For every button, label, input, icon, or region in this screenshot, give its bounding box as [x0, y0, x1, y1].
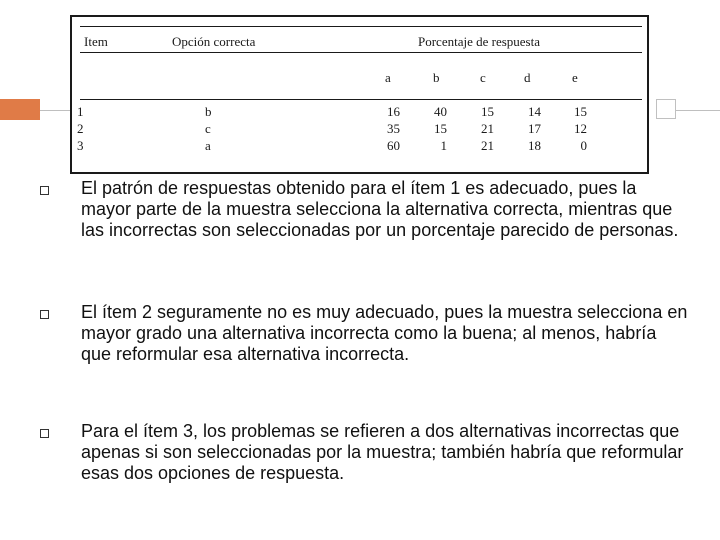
row-3-value-e: 0 — [580, 138, 587, 153]
option-header-e: e — [572, 70, 578, 85]
row-1-value-c: 15 — [481, 104, 494, 119]
accent-square — [656, 99, 676, 119]
row-3-value-a: 60 — [387, 138, 400, 153]
table-subheader-rule — [80, 99, 642, 100]
bullet-text: Para el ítem 3, los problemas se refieren a dos alternativas incorrectas que apenas si son seleccionadas por la muestra; también habría que reformular esas dos opciones de respuesta. — [81, 421, 684, 483]
response-table — [70, 15, 649, 174]
row-2-correct: c — [205, 121, 211, 136]
bullet-square-icon — [40, 429, 49, 438]
option-header-a: a — [385, 70, 391, 85]
header-correct-option: Opción correcta — [172, 34, 256, 49]
row-1-value-e: 15 — [574, 104, 587, 119]
table-top-rule — [80, 26, 642, 27]
row-3-value-b: 1 — [440, 138, 447, 153]
bullet-text: El ítem 2 seguramente no es muy adecuado, pues la muestra selecciona en mayor grado una alternativa incorrecta como la buena; al menos, habría que reformular esa alternativa incorrecta. — [81, 302, 688, 364]
row-2-value-d: 17 — [528, 121, 541, 136]
accent-line-left — [40, 110, 70, 111]
bullet-square-icon — [40, 310, 49, 319]
row-1-item: 1 — [77, 104, 84, 119]
bullet-text: El patrón de respuestas obtenido para el ítem 1 es adecuado, pues la mayor parte de la muestra selecciona la alternativa correcta, mientras que las incorrectas son seleccionadas por un porcentaje parecido de personas. — [81, 178, 679, 240]
row-1-value-d: 14 — [528, 104, 541, 119]
option-header-b: b — [433, 70, 440, 85]
row-3-item: 3 — [77, 138, 84, 153]
row-3-correct: a — [205, 138, 211, 153]
row-1-correct: b — [205, 104, 212, 119]
row-2-value-e: 12 — [574, 121, 587, 136]
row-1-value-a: 16 — [387, 104, 400, 119]
row-2-item: 2 — [77, 121, 84, 136]
header-item: Item — [84, 34, 108, 49]
bullet-square-icon — [40, 186, 49, 195]
header-response-percent: Porcentaje de respuesta — [418, 34, 541, 49]
row-1-value-b: 40 — [434, 104, 447, 119]
row-2-value-b: 15 — [434, 121, 447, 136]
accent-bar — [0, 99, 40, 120]
option-header-c: c — [480, 70, 486, 85]
row-3-value-c: 21 — [481, 138, 494, 153]
row-3-value-d: 18 — [528, 138, 541, 153]
accent-line-right — [676, 110, 720, 111]
row-2-value-a: 35 — [387, 121, 400, 136]
row-2-value-c: 21 — [481, 121, 494, 136]
option-header-d: d — [524, 70, 531, 85]
table-header-rule — [80, 52, 642, 53]
